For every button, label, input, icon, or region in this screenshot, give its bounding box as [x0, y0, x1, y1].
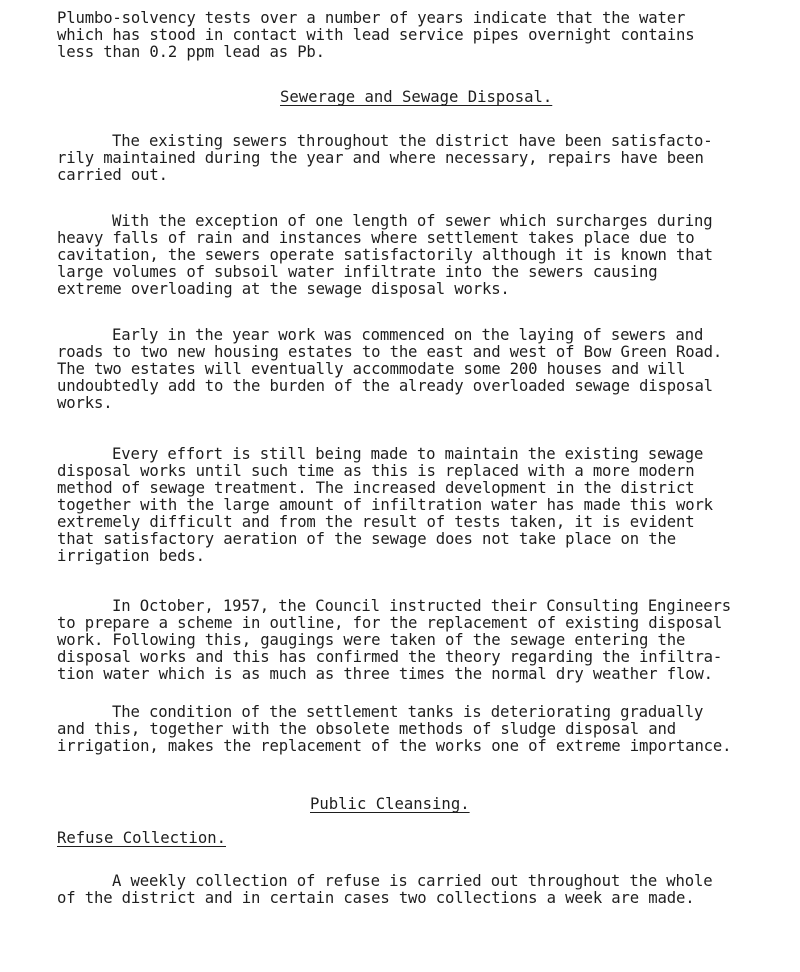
section-heading-public-cleansing: Public Cleansing.: [310, 795, 470, 813]
text-line: undoubtedly add to the burden of the already overloaded sewage disposal: [57, 377, 713, 395]
text-line: A weekly collection of refuse is carried out throughout the whole: [112, 872, 713, 890]
section-heading-sewerage: Sewerage and Sewage Disposal.: [280, 88, 553, 106]
text-line: which has stood in contact with lead service pipes overnight contains: [57, 26, 695, 44]
text-line: large volumes of subsoil water infiltrate into the sewers causing: [57, 263, 658, 281]
text-line: The two estates will eventually accommodate some 200 houses and will: [57, 360, 686, 378]
text-line: disposal works and this has confirmed the theory regarding the infiltra-: [57, 648, 723, 666]
text-line: to prepare a scheme in outline, for the replacement of existing disposal: [57, 614, 723, 632]
text-line: irrigation beds.: [57, 547, 205, 565]
text-line: irrigation, makes the replacement of the works one of extreme importance.: [57, 737, 732, 755]
text-line: cavitation, the sewers operate satisfactorily although it is known that: [57, 246, 713, 264]
text-line: extreme overloading at the sewage disposal works.: [57, 280, 510, 298]
text-line: The condition of the settlement tanks is deteriorating gradually: [112, 703, 704, 721]
text-line: Early in the year work was commenced on the laying of sewers and: [112, 326, 704, 344]
text-line: and this, together with the obsolete methods of sludge disposal and: [57, 720, 676, 738]
text-line: of the district and in certain cases two collections a week are made.: [57, 889, 695, 907]
text-line: heavy falls of rain and instances where settlement takes place due to: [57, 229, 695, 247]
text-line: tion water which is as much as three times the normal dry weather flow.: [57, 665, 713, 683]
text-line: extremely difficult and from the result of tests taken, it is evident: [57, 513, 695, 531]
text-line: less than 0.2 ppm lead as Pb.: [57, 43, 325, 61]
text-line: together with the large amount of infiltration water has made this work: [57, 496, 713, 514]
text-line: works.: [57, 394, 113, 412]
text-line: method of sewage treatment. The increased development in the district: [57, 479, 695, 497]
text-line: disposal works until such time as this is replaced with a more modern: [57, 462, 695, 480]
text-line: Every effort is still being made to maintain the existing sewage: [112, 445, 704, 463]
text-line: In October, 1957, the Council instructed their Consulting Engineers: [112, 597, 731, 615]
text-line: With the exception of one length of sewer which surcharges during: [112, 212, 713, 230]
text-line: Plumbo-solvency tests over a number of years indicate that the water: [57, 9, 686, 27]
text-line: carried out.: [57, 166, 168, 184]
text-line: The existing sewers throughout the district have been satisfacto-: [112, 132, 713, 150]
text-line: that satisfactory aeration of the sewage does not take place on the: [57, 530, 676, 548]
subsection-heading-refuse-collection: Refuse Collection.: [57, 829, 226, 847]
text-line: rily maintained during the year and where necessary, repairs have been: [57, 149, 704, 167]
text-line: work. Following this, gaugings were taken of the sewage entering the: [57, 631, 686, 649]
text-line: roads to two new housing estates to the east and west of Bow Green Road.: [57, 343, 723, 361]
